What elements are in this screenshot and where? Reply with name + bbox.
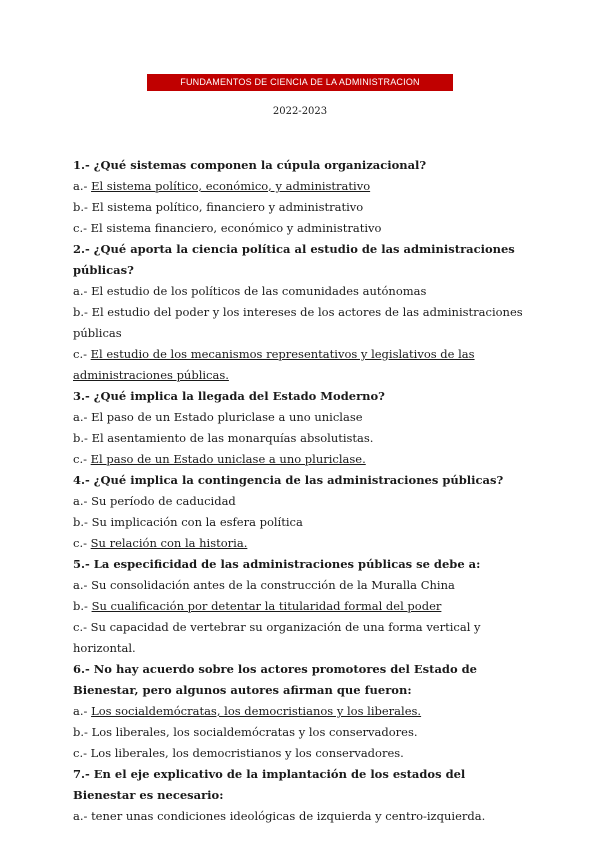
question-3-option-b: b.- El asentamiento de las monarquías absolutistas. [73,431,374,445]
question-2-option-c: c.- El estudio de los mecanismos representativos y legislativos de las administraciones públicas. [73,347,475,382]
question-6: 6.- No hay acuerdo sobre los actores promotores del Estado de Bienestar, pero algunos autores afirman que fueron: [73,662,477,697]
question-7: 7.- En el eje explicativo de la implantación de los estados del Bienestar es necesario: [73,767,466,802]
question-4-option-b: b.- Su implicación con la esfera política [73,515,303,529]
question-1-option-a: a.- El sistema político, económico, y administrativo [73,179,371,193]
correct-answer: Los socialdemócratas, los democristianos y los liberales. [91,704,422,718]
correct-answer: El sistema político, económico, y administrativo [91,179,371,193]
question-1-option-b: b.- El sistema político, financiero y administrativo [73,200,364,214]
question-7-option-a: a.- tener unas condiciones ideológicas de izquierda y centro-izquierda. [73,809,486,823]
question-3-option-c: c.- El paso de un Estado uniclase a uno pluriclase. [73,452,366,466]
question-5-option-b: b.- Su cualificación por detentar la titularidad formal del poder [73,599,442,613]
question-2: 2.- ¿Qué aporta la ciencia política al estudio de las administraciones públicas? [73,242,515,277]
correct-answer: Su relación con la historia. [90,536,248,550]
correct-answer: El estudio de los mecanismos representativos y legislativos de las administraciones públicas. [73,347,475,382]
question-3-option-a: a.- El paso de un Estado pluriclase a uno uniclase [73,410,363,424]
correct-answer: Su cualificación por detentar la titularidad formal del poder [91,599,442,613]
academic-year: 2022-2023 [272,106,328,117]
question-2-option-a: a.- El estudio de los políticos de las comunidades autónomas [73,284,427,298]
question-6-option-b: b.- Los liberales, los socialdemócratas y los conservadores. [73,725,418,739]
question-2-option-b: b.- El estudio del poder y los intereses de los actores de las administraciones públicas [73,305,523,340]
question-5-option-c: c.- Su capacidad de vertebrar su organización de una forma vertical y horizontal. [73,620,481,655]
question-5-option-a: a.- Su consolidación antes de la construcción de la Muralla China [73,578,455,592]
question-5: 5.- La especificidad de las administraciones públicas se debe a: [73,557,481,571]
correct-answer: El paso de un Estado uniclase a uno pluriclase. [90,452,366,466]
question-4-option-a: a.- Su período de caducidad [73,494,236,508]
question-4-option-c: c.- Su relación con la historia. [73,536,248,550]
question-3: 3.- ¿Qué implica la llegada del Estado Moderno? [73,389,385,403]
question-1: 1.- ¿Qué sistemas componen la cúpula organizacional? [73,158,427,172]
document-header-banner: FUNDAMENTOS DE CIENCIA DE LA ADMINISTRACION [147,74,453,91]
question-6-option-a: a.- Los socialdemócratas, los democristianos y los liberales. [73,704,422,718]
question-6-option-c: c.- Los liberales, los democristianos y los conservadores. [73,746,404,760]
question-1-option-c: c.- El sistema financiero, económico y administrativo [73,221,382,235]
question-4: 4.- ¿Qué implica la contingencia de las administraciones públicas? [73,473,504,487]
question-list [73,155,523,827]
